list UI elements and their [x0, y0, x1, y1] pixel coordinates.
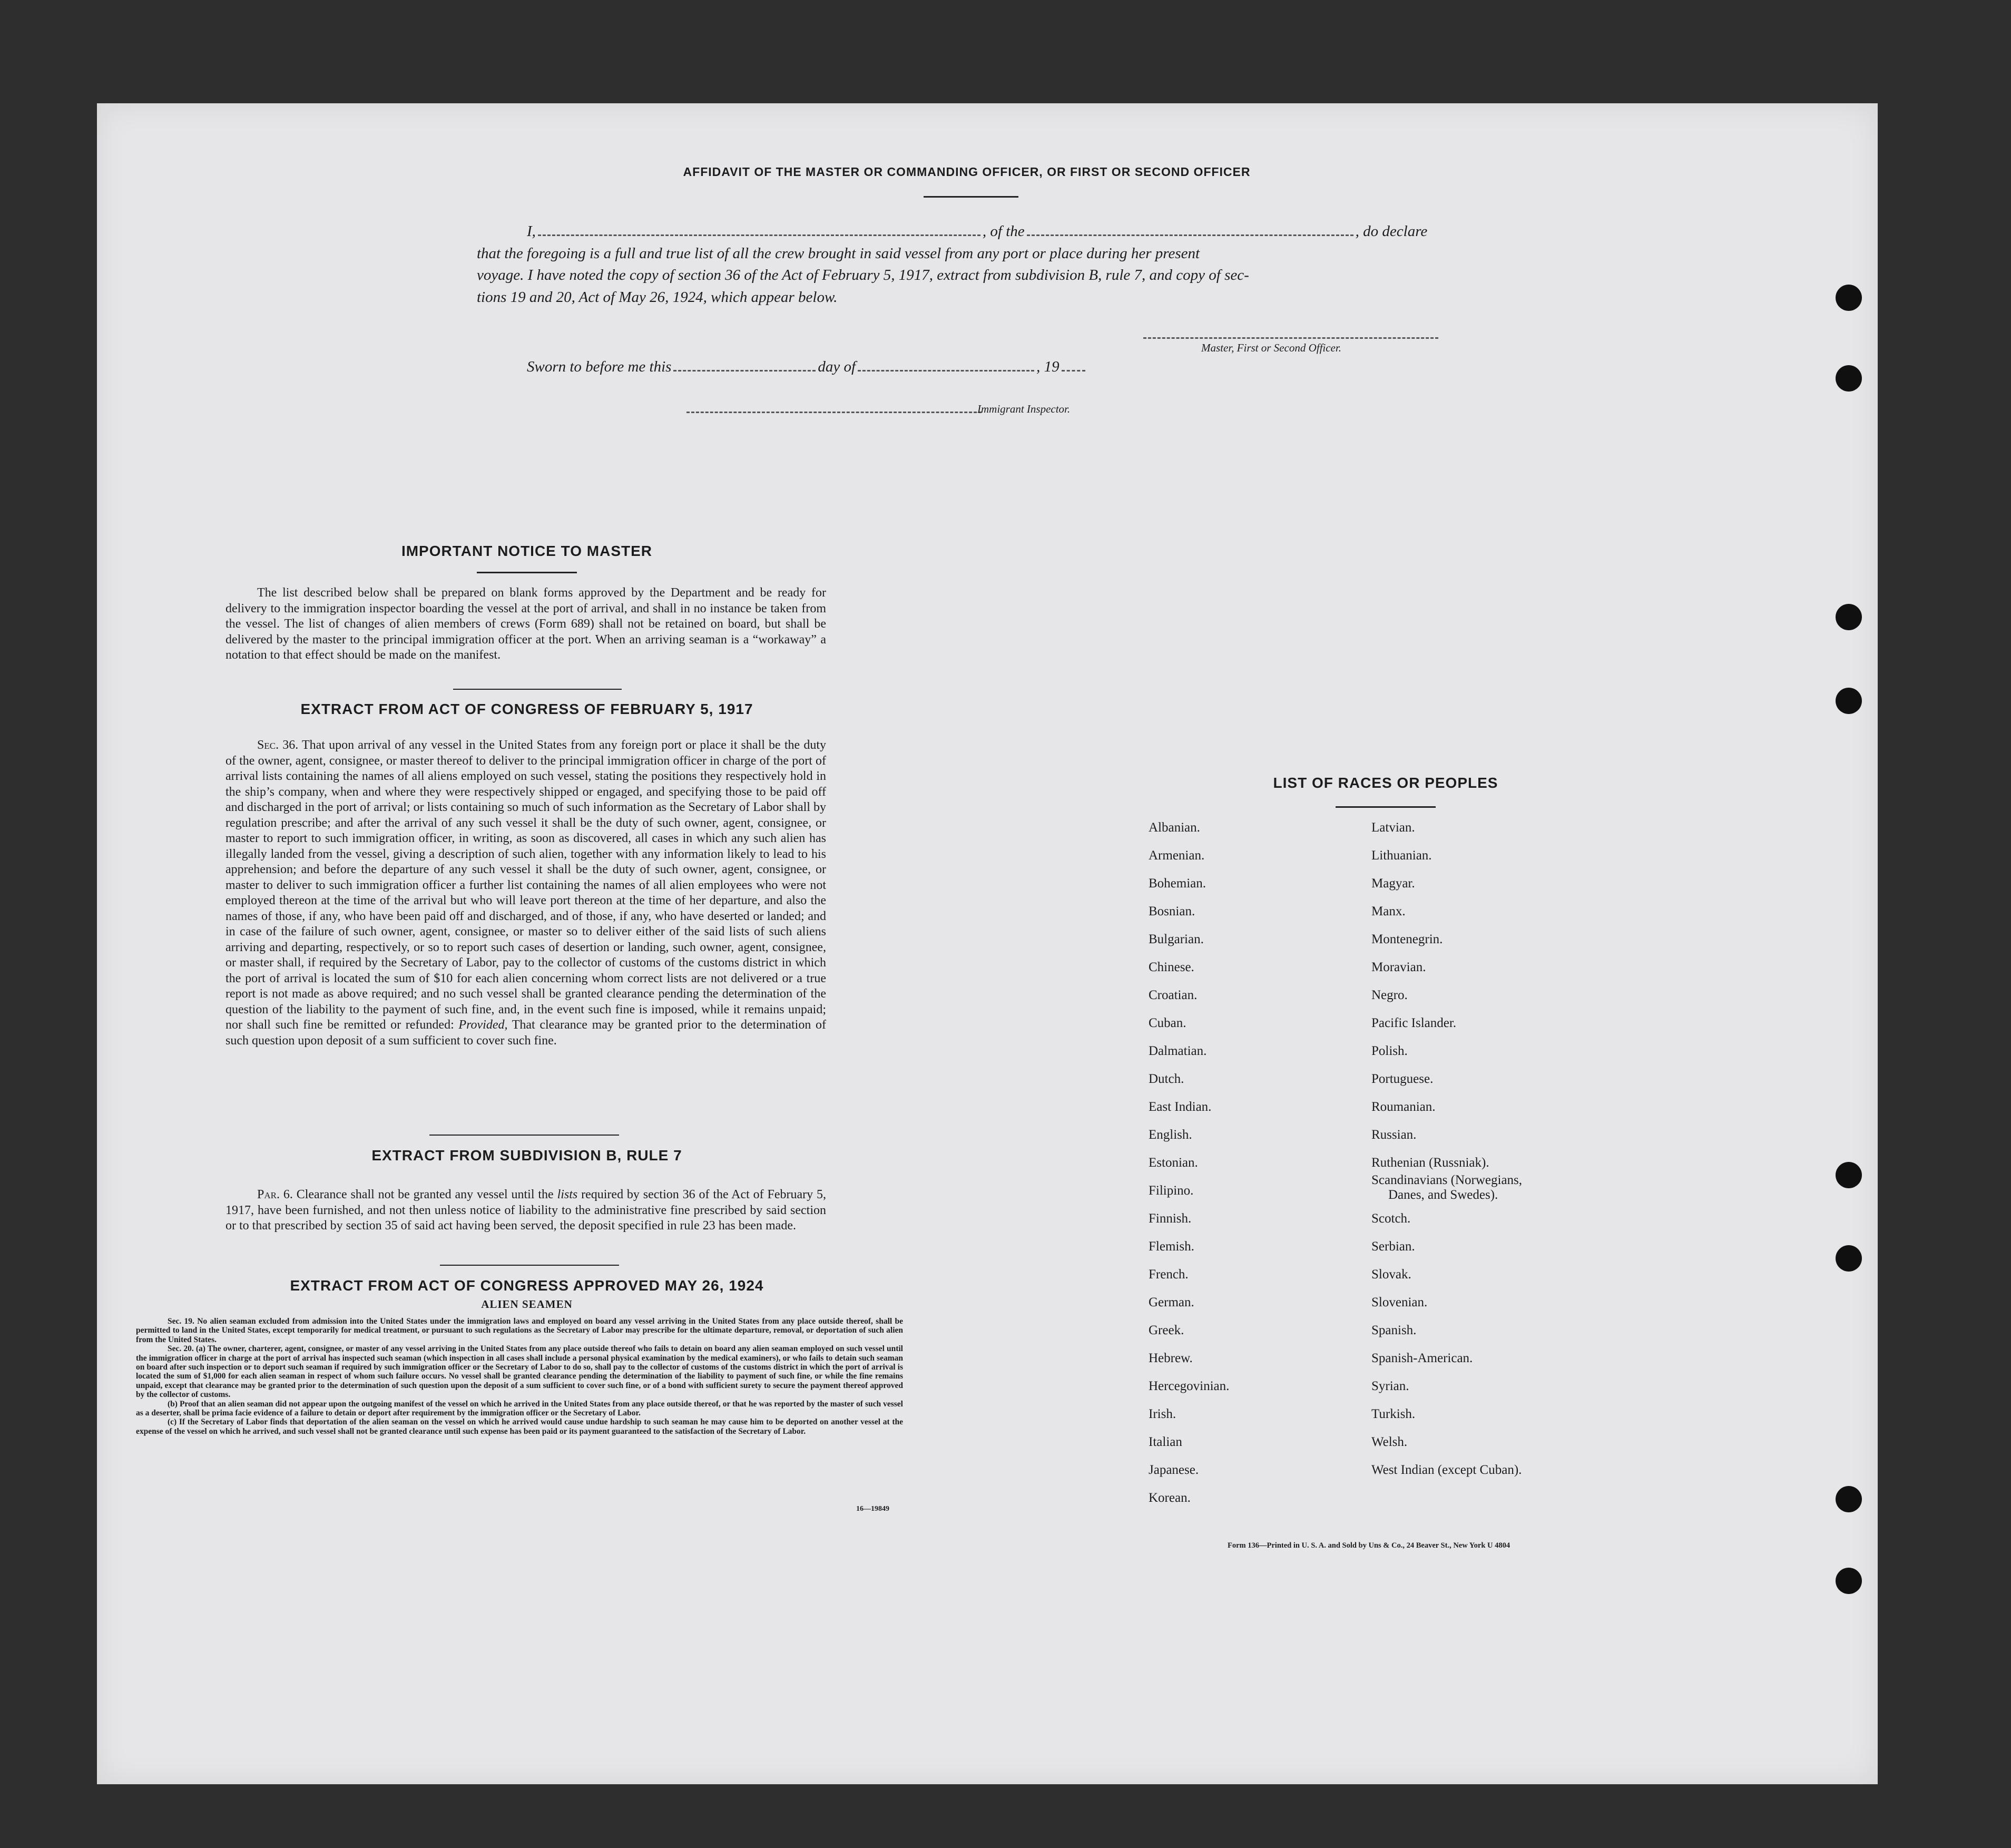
- race-item: Spanish.: [1371, 1323, 1417, 1337]
- race-item: Danes, and Swedes).: [1388, 1188, 1498, 1202]
- race-item: Armenian.: [1149, 848, 1205, 863]
- races-underline: [1336, 806, 1436, 808]
- race-item: Turkish.: [1371, 1407, 1416, 1421]
- master-signature-label: Master, First or Second Officer.: [1201, 341, 1341, 354]
- punch-hole: [1836, 285, 1862, 311]
- race-item: Filipino.: [1149, 1184, 1194, 1198]
- sec-36-proviso: That clearance may be granted prior to the determination of such question upon deposit of a sum sufficient to cover such fine.: [225, 1018, 826, 1048]
- race-item: Syrian.: [1371, 1379, 1409, 1393]
- notice-text: The list described below shall be prepared on blank forms approved by the Department and be ready for delivery to the immigration inspector boarding the vessel at the port of arrival, and shall in no instance be taken from the vessel. The list of changes of alien members of crews (Form 689) shall not be retained on board, but shall be delivered by the master to the principal immigration officer at the port. When an arriving seaman is a “workaway” a notation to that effect should be made on the manifest.: [225, 586, 826, 662]
- races-title: LIST OF RACES OR PEOPLES: [1273, 775, 1498, 791]
- punch-hole: [1836, 604, 1862, 630]
- race-item: Bohemian.: [1149, 876, 1206, 891]
- print-code: 16—19849: [856, 1505, 889, 1513]
- race-item: West Indian (except Cuban).: [1371, 1463, 1522, 1477]
- affidavit-line-2: that the foregoing is a full and true list of all the crew brought in said vessel from any port or place during her present: [477, 245, 1200, 262]
- subdivision-title: EXTRACT FROM SUBDIVISION B, RULE 7: [371, 1147, 682, 1163]
- par-6-body-b: required by section 36 of the Act of February 5, 1917, have been furnished, and not then unless notice of liability to the administrative fine prescribed by said section or to that prescribed by section 35 of said act having been served, the deposit specified in rule 23 has been made.: [225, 1188, 827, 1233]
- race-item: Irish.: [1149, 1407, 1176, 1421]
- race-item: Montenegrin.: [1371, 932, 1443, 946]
- section-divider: [453, 689, 622, 690]
- race-item: Scandinavians (Norwegians,: [1371, 1173, 1523, 1187]
- affidavit-line-4: tions 19 and 20, Act of May 26, 1924, which appear below.: [477, 289, 838, 306]
- race-item: Serbian.: [1371, 1239, 1415, 1254]
- punch-hole: [1836, 688, 1862, 714]
- race-item: Croatian.: [1149, 988, 1198, 1002]
- race-item: Hercegovinian.: [1149, 1379, 1230, 1393]
- section-divider: [429, 1135, 619, 1136]
- punch-hole: [1836, 1568, 1862, 1594]
- name-blank[interactable]: [538, 233, 980, 236]
- race-item: Manx.: [1371, 904, 1406, 918]
- race-item: Slovak.: [1371, 1267, 1411, 1282]
- race-item: English.: [1149, 1128, 1192, 1142]
- race-item: East Indian.: [1149, 1100, 1212, 1114]
- notice-underline: [477, 572, 577, 573]
- race-item: Polish.: [1371, 1044, 1408, 1058]
- form-footer: Form 136—Printed in U. S. A. and Sold by Uns & Co., 24 Beaver St., New York U 4804: [1228, 1541, 1510, 1550]
- affidavit-of-the-label: , of the: [982, 223, 1025, 240]
- provided-label: Provided,: [458, 1018, 508, 1032]
- title-underline: [924, 196, 1018, 198]
- race-item: Ruthenian (Russniak).: [1371, 1156, 1489, 1170]
- day-blank[interactable]: [673, 369, 816, 371]
- race-item: Dalmatian.: [1149, 1044, 1207, 1058]
- race-item: Roumanian.: [1371, 1100, 1436, 1114]
- affidavit-do-declare-label: , do declare: [1355, 223, 1428, 240]
- race-item: French.: [1149, 1267, 1189, 1282]
- day-of-label: day of: [818, 358, 856, 375]
- affidavit-line-3: voyage. I have noted the copy of section 36 of the Act of February 5, 1917, extract from subdivision B, rule 7, and copy of sec-: [477, 267, 1249, 283]
- par-6-body-a: Clearance shall not be granted any vessel until the: [296, 1188, 554, 1201]
- affidavit-i-label: I,: [527, 223, 536, 240]
- notice-title: IMPORTANT NOTICE TO MASTER: [401, 543, 653, 559]
- punch-hole: [1836, 1486, 1862, 1512]
- race-item: Scotch.: [1371, 1211, 1411, 1226]
- punch-hole: [1836, 1245, 1862, 1272]
- sec-20b-text: (b) Proof that an alien seaman did not appear upon the outgoing manifest of the vessel on which he arrived in the United States from any place outside thereof, or that he was reported by the master of such vessel as a deserter, shall be prima facie evidence of a failure to detain or deport after requirement by the immigration officer or the Secretary of Labor.: [136, 1399, 903, 1418]
- race-item: Cuban.: [1149, 1016, 1186, 1030]
- race-item: Negro.: [1371, 988, 1408, 1002]
- punch-hole: [1836, 1162, 1862, 1188]
- race-item: Flemish.: [1149, 1239, 1194, 1254]
- race-item: Portuguese.: [1371, 1072, 1434, 1086]
- race-item: Bosnian.: [1149, 904, 1195, 918]
- race-item: Greek.: [1149, 1323, 1184, 1337]
- affidavit-title: AFFIDAVIT OF THE MASTER OR COMMANDING OFFICER, OR FIRST OR SECOND OFFICER: [683, 165, 1251, 179]
- sworn-line: [527, 358, 1087, 376]
- race-item: Magyar.: [1371, 876, 1415, 891]
- lists-word: lists: [557, 1188, 578, 1201]
- race-item: Chinese.: [1149, 960, 1194, 974]
- race-item: Latvian.: [1371, 820, 1415, 835]
- sworn-label: Sworn to before me this: [527, 358, 672, 375]
- race-item: Moravian.: [1371, 960, 1426, 974]
- sec-19-text: Sec. 19. No alien seaman excluded from admission into the United States under the immigration laws and employed on board any vessel arriving in the United States from any place outside thereof, shall be permitted to land in the United States, except temporarily for medical treatment, or pursuant to such regulations as the Secretary of Labor may prescribe for the ultimate departure, removal, or deportation of such alien from the United States.: [136, 1317, 903, 1344]
- race-item: Dutch.: [1149, 1072, 1184, 1086]
- section-divider: [440, 1265, 619, 1266]
- race-item: Slovenian.: [1371, 1295, 1428, 1309]
- sec-20a-text: Sec. 20. (a) The owner, charterer, agent, consignee, or master of any vessel arriving in the United States from any place outside thereof who fails to detain on board any alien seaman employed on such vessel until the immigration officer in charge at the port of arrival has inspected such seaman (which inspection in all cases shall include a personal physical examination by the medical examiners), or who fails to detain such seaman on board after such inspection or to deport such seaman if required by such immigration officer or the Secretary of Labor to do so, shall pay to the collector of customs of the customs district in which the port of arrival is located the sum of $1,000 for each alien seaman in respect of whom such failure occurs. No vessel shall be granted clearance pending the determination of the liability to payment of such fine, or while the fine remains unpaid, except that clearance may be granted prior to the determination of such question upon the deposit of a sum sufficient to cover such fine, or of a bond with sufficient surety to secure the payment thereof approved by the collector of customs.: [136, 1344, 903, 1400]
- extract-1924-title: EXTRACT FROM ACT OF CONGRESS APPROVED MAY 26, 1924: [290, 1277, 764, 1294]
- race-item: Italian: [1149, 1435, 1182, 1449]
- par-6-label: Par. 6.: [257, 1188, 293, 1201]
- vessel-blank[interactable]: [1027, 233, 1353, 236]
- race-item: Finnish.: [1149, 1211, 1192, 1226]
- extract-1917-text: [225, 738, 826, 1049]
- race-item: Albanian.: [1149, 820, 1200, 835]
- alien-seamen-subtitle: ALIEN SEAMEN: [481, 1298, 573, 1311]
- race-item: Japanese.: [1149, 1463, 1199, 1477]
- inspector-signature-label: Immigrant Inspector.: [977, 403, 1071, 415]
- punch-hole: [1836, 365, 1862, 392]
- month-blank[interactable]: [858, 369, 1034, 371]
- race-item: Russian.: [1371, 1128, 1417, 1142]
- sec-36-body: That upon arrival of any vessel in the United States from any foreign port or place it shall be the duty of the owner, agent, consignee, or master thereof to deliver to the principal immigration officer in charge of the port of arrival lists containing the names of all aliens employed on such vessel, stating the positions they respectively hold in the ship’s company, when and where they were respectively shipped or engaged, and specifying those to be paid off and discharged in the port of arrival; or lists containing so much of such information as the Secretary of Labor shall by regulation prescribe; and after the arrival of any such vessel it shall be the duty of such owner, agent, consignee, or master to report to such immigration officer, in writing, as soon as discovered, all cases in which any such alien has illegally landed from the vessel, giving a description of such alien, together with any information likely to lead to his apprehension; and before the departure of any such vessel it shall be the duty of such owner, agent, consignee, or master to deliver to such immigration officer a further list containing the names of all alien employees who were not employed thereon at the time of the arrival but who will leave port thereon at the time of her departure, and also the names of those, if any, who have been paid off and discharged, and of those, if any, who have deserted or landed; and in case of the failure of such owner, agent, consignee, or master so to deliver either of the said lists of such aliens arriving and departing, respectively, or so to report such cases of desertion or landing, such owner, agent, consignee, or master shall, if required by the Secretary of Labor, pay to the collector of customs of the customs district in which the port of arrival is located the sum of $10 for each alien concerning whom correct lists are not delivered or a true report is not made as above required; and no such vessel shall be granted clearance pending the determination of the question of the liability to the payment of such fine, and, in the event such fine is imposed, while it remains unpaid; nor shall such fine be remitted or refunded:: [225, 738, 826, 1032]
- extract-1924-text: [136, 1317, 903, 1436]
- race-item: Estonian.: [1149, 1156, 1198, 1170]
- sec-36-label: Sec. 36.: [257, 738, 299, 752]
- master-signature-line[interactable]: [1143, 337, 1438, 339]
- race-item: Korean.: [1149, 1491, 1191, 1505]
- year-blank[interactable]: [1062, 369, 1085, 371]
- race-item: Bulgarian.: [1149, 932, 1204, 946]
- race-item: Lithuanian.: [1371, 848, 1432, 863]
- year-label: , 19: [1036, 358, 1060, 375]
- race-item: German.: [1149, 1295, 1194, 1309]
- race-item: Spanish-American.: [1371, 1351, 1473, 1365]
- affidavit-declaration-line: [477, 223, 1467, 240]
- inspector-signature-line[interactable]: [686, 412, 982, 413]
- sec-20c-text: (c) If the Secretary of Labor finds that deportation of the alien seaman on the vessel on which he arrived would cause undue hardship to such seaman he may cause him to be deported on another vessel at the expense of the vessel on which he arrived, and such vessel shall not be granted clearance until such expense has been paid or its payment guaranteed to the satisfaction of the Secretary of Labor.: [136, 1417, 903, 1436]
- race-item: Welsh.: [1371, 1435, 1408, 1449]
- race-item: Pacific Islander.: [1371, 1016, 1457, 1030]
- race-item: Hebrew.: [1149, 1351, 1193, 1365]
- subdivision-text: [225, 1187, 826, 1234]
- extract-1917-title: EXTRACT FROM ACT OF CONGRESS OF FEBRUARY 5, 1917: [300, 701, 753, 717]
